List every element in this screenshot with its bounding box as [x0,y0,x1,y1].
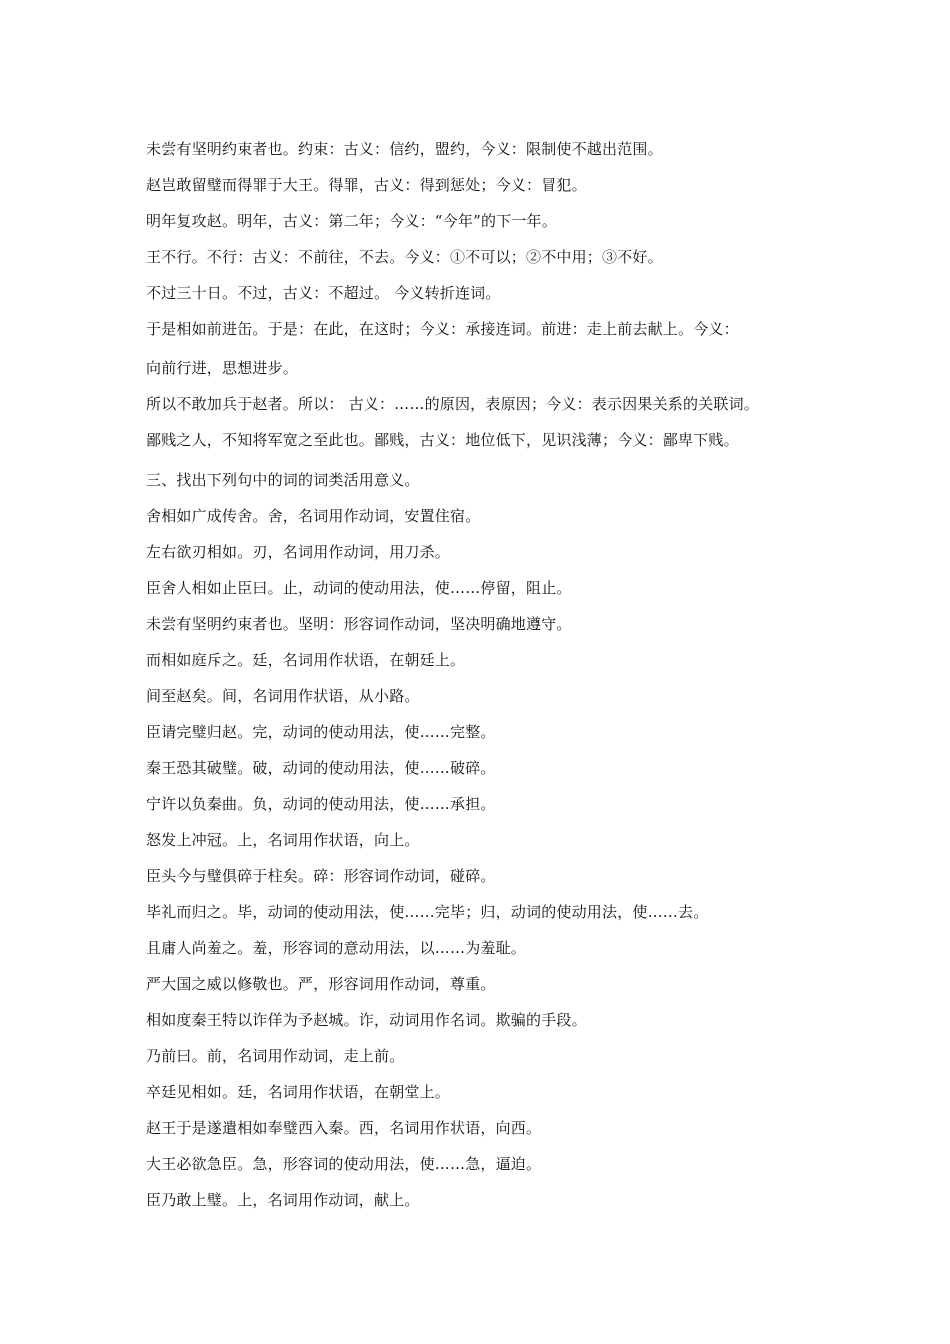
text-line: 舍相如广成传舍。舍，名词用作动词，安置住宿。 [146,507,481,525]
text-line: 向前行进，思想进步。 [146,359,299,377]
text-line: 未尝有坚明约束者也。约束：古义：信约，盟约，今义：限制使不越出范围。 [146,140,663,158]
text-line: 未尝有坚明约束者也。坚明：形容词作动词，坚决明确地遵守。 [146,615,572,633]
text-line: 而相如庭斥之。廷，名词用作状语，在朝廷上。 [146,651,466,669]
text-line: 宁许以负秦曲。负，动词的使动用法，使……承担。 [146,795,496,813]
text-line: 左右欲刃相如。刃，名词用作动词，用刀杀。 [146,543,451,561]
text-line: 鄙贱之人，不知将军宽之至此也。鄙贱，古义：地位低下，见识浅薄；今义：鄙卑下贱。 [146,431,739,449]
text-line: 赵王于是遂遣相如奉璧西入秦。西，名词用作状语，向西。 [146,1119,542,1137]
text-line: 臣请完璧归赵。完，动词的使动用法，使……完整。 [146,723,496,741]
text-line: 相如度秦王特以诈佯为予赵城。诈，动词用作名词。欺骗的手段。 [146,1011,587,1029]
text-line: 严大国之威以修敬也。严，形容词用作动词，尊重。 [146,975,496,993]
text-line: 臣乃敢上璧。上，名词用作动词，献上。 [146,1191,420,1209]
text-line: 明年复攻赵。明年，古义：第二年；今义：“今年”的下一年。 [146,212,557,230]
text-line: 赵岂敢留璧而得罪于大王。得罪，古义：得到惩处；今义：冒犯。 [146,176,587,194]
section-heading: 三、找出下列句中的词的词类活用意义。 [146,471,420,489]
text-line: 王不行。不行：古义：不前往，不去。今义：①不可以；②不中用；③不好。 [146,248,663,266]
text-line: 乃前曰。前，名词用作动词，走上前。 [146,1047,405,1065]
text-line: 间至赵矣。间，名词用作状语，从小路。 [146,687,420,705]
text-line: 臣舍人相如止臣曰。止，动词的使动用法，使……停留，阻止。 [146,579,572,597]
text-line: 所以不敢加兵于赵者。所以： 古义：……的原因，表原因；今义：表示因果关系的关联词。 [146,395,759,413]
text-line: 且庸人尚羞之。羞，形容词的意动用法，以……为羞耻。 [146,939,527,957]
text-line: 不过三十日。不过，古义：不超过。 今义转折连词。 [146,284,501,302]
text-line: 大王必欲急臣。急，形容词的使动用法，使……急，逼迫。 [146,1155,542,1173]
text-line: 于是相如前进缶。于是：在此，在这时；今义：承接连词。前进：走上前去献上。今义： [146,320,739,338]
text-line: 卒廷见相如。廷，名词用作状语，在朝堂上。 [146,1083,451,1101]
text-line: 怒发上冲冠。上，名词用作状语，向上。 [146,831,420,849]
text-line: 臣头今与璧俱碎于柱矣。碎：形容词作动词，碰碎。 [146,867,496,885]
text-line: 毕礼而归之。毕，动词的使动用法，使……完毕；归，动词的使动用法，使……去。 [146,903,709,921]
text-line: 秦王恐其破璧。破，动词的使动用法，使……破碎。 [146,759,496,777]
